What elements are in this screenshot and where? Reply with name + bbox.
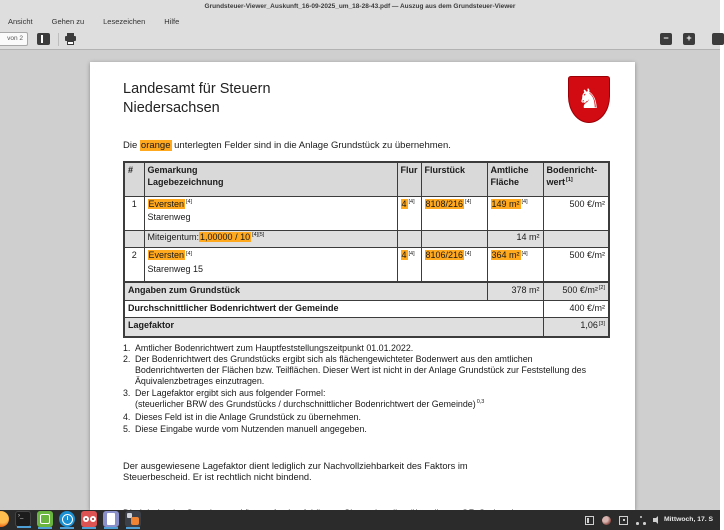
row1-flaeche: 149 m² [4] [487, 196, 543, 230]
table-header-row [124, 162, 609, 196]
header-bodenrichtwert: Bodenricht- wert[1] [543, 162, 609, 196]
grundstueck-table [123, 161, 610, 338]
letterhead-line2: Niedersachsen [123, 100, 220, 116]
toolbar-separator [58, 33, 59, 46]
volume-icon[interactable] [653, 516, 662, 525]
menu-hilfe[interactable]: Hilfe [164, 17, 180, 26]
summary2-label: Durchschnittlicher Bodenrichtwert der Gemeinde [124, 301, 543, 318]
print-icon[interactable] [64, 33, 77, 45]
header-num: # [124, 162, 144, 196]
footnote-2: 2. Der Bodenrichtwert des Grundstücks ergibt sich als flächengewichteter Bodenwert aus den amtlichen Bodenrichtwerten der Flächen bzw. Teilflächen. Dieser Wert ist nicht in der Anlage Grundstück zur Feststellung des Äquivalenzbetrages einzutragen. [123, 353, 587, 387]
summary1-label: Angaben zum Grundstück [124, 282, 487, 301]
niedersachsen-coat-of-arms [568, 76, 610, 123]
summary3-label: Lagefaktor [124, 318, 543, 337]
page-indicator[interactable]: von 2 [0, 32, 28, 46]
taskbar-apps [0, 511, 141, 527]
miteigentum-flaeche: 14 m² [487, 230, 543, 248]
row1-flurstueck: 8108/216 [4] [421, 196, 487, 230]
footnotes [123, 343, 601, 435]
footnote-4: 4. Dieses Feld ist in die Anlage Grundstück zu übernehmen. [123, 412, 361, 423]
header-flur: Flur [397, 162, 421, 196]
row1-flur: 4 [4] [397, 196, 421, 230]
table-row-1 [124, 196, 609, 230]
menu-ansicht[interactable]: Ansicht [8, 17, 33, 26]
row2-flurstueck: 8106/216 [4] [421, 248, 487, 282]
header-flurstueck: Flurstück [421, 162, 487, 196]
toolbar [0, 30, 720, 50]
miteigentum-row [124, 230, 609, 248]
tray-network-ball-icon[interactable] [602, 516, 611, 525]
window-title: Grundsteuer-Viewer_Auskunft_16-09-2025_um_18-28-43.pdf — Auszug aus dem Grundsteuer-Viewer [204, 3, 516, 10]
shield-icon [568, 76, 610, 123]
tray-share-icon[interactable] [636, 516, 645, 525]
file-manager-icon[interactable] [125, 511, 141, 527]
menu-lesezeichen[interactable]: Lesezeichen [103, 17, 146, 26]
zoom-in-button[interactable]: + [683, 33, 695, 45]
row1-num: 1 [124, 196, 144, 230]
summary2-brw: 400 €/m² [543, 301, 609, 318]
red-goggles-app-icon[interactable] [81, 511, 97, 527]
row2-gemarkung: Eversten [4] Starenweg 15 [144, 248, 397, 282]
summary-row-gemeinde [124, 301, 609, 318]
tray-notification-icon[interactable] [619, 516, 628, 525]
header-flaeche: Amtliche Fläche [487, 162, 543, 196]
row2-bodenrichtwert: 500 €/m² [543, 248, 609, 282]
taskbar-clock[interactable]: Mittwoch, 17. S [664, 516, 714, 523]
pdf-viewer-chrome [0, 0, 720, 50]
footnote-3: 3. Der Lagefaktor ergibt sich aus folgender Formel: (steuerlicher BRW des Grundstücks / durchschnittlicher Bodenrichtwert der Gemeinde)$^{0,3}$ [123, 387, 485, 409]
row2-flur: 4 [4] [397, 248, 421, 282]
zoom-fit-button[interactable] [712, 33, 724, 45]
row2-flaeche: 364 m² [4] [487, 248, 543, 282]
footnote-1: 1. Amtlicher Bodenrichtwert zum Hauptfeststellungszeitpunkt 01.01.2022. [123, 342, 414, 353]
tray-window-icon[interactable] [585, 516, 594, 525]
terminal-icon[interactable] [15, 511, 31, 527]
summary1-brw: 500 €/m²[2] [543, 282, 609, 301]
summary1-flaeche: 378 m² [487, 282, 543, 301]
system-tray [585, 513, 662, 527]
row1-bodenrichtwert: 500 €/m² [543, 196, 609, 230]
summary3-value: 1,06[3] [543, 318, 609, 337]
letterhead-line1: Landesamt für Steuern [123, 81, 271, 97]
document-viewer-icon[interactable] [103, 511, 119, 527]
clock-app-icon[interactable] [59, 511, 75, 527]
table-row-2 [124, 248, 609, 282]
miteigentum-cell: Miteigentum:1,00000 / 10 [4][5] [144, 230, 397, 248]
taskbar [0, 510, 720, 530]
menubar [6, 14, 181, 29]
letterhead [123, 80, 608, 118]
header-gemarkung: Gemarkung Lagebezeichnung [144, 162, 397, 196]
row1-gemarkung: Eversten [4] Starenweg [144, 196, 397, 230]
zoom-out-button[interactable]: − [660, 33, 672, 45]
firefox-icon[interactable] [0, 511, 9, 527]
saxon-steed-icon: ♞ [576, 83, 602, 115]
intro-paragraph: Die orange unterlegten Felder sind in die Anlage Grundstück zu übernehmen. [123, 140, 451, 151]
summary-row-grundstueck [124, 282, 609, 301]
lagefaktor-disclaimer: Der ausgewiesene Lagefaktor dient lediglich zur Nachvollziehbarkeit des Faktors im Steuerbescheid. Er ist rechtlich nicht bindend. [123, 460, 468, 483]
orange-highlight: orange [140, 140, 171, 151]
mint-menu-icon[interactable] [37, 511, 53, 527]
row2-num: 2 [124, 248, 144, 282]
sidebar-toggle-icon[interactable] [37, 33, 50, 45]
menu-gehen-zu[interactable]: Gehen zu [51, 17, 85, 26]
summary-row-lagefaktor [124, 318, 609, 337]
footnote-5: 5. Diese Eingabe wurde vom Nutzenden manuell angegeben. [123, 423, 367, 434]
pdf-page [90, 62, 635, 510]
